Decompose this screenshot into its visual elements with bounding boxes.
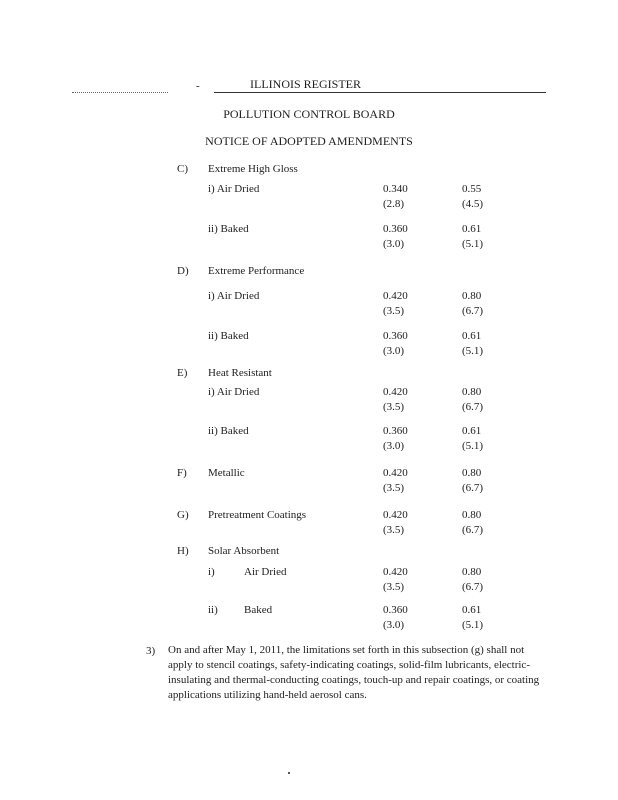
value-metric-1: 0.420 <box>383 386 408 398</box>
section-letter: E) <box>177 367 188 379</box>
section-letter: F) <box>177 467 187 479</box>
paragraph-number: 3) <box>146 645 156 657</box>
value-imperial-1: (3.0) <box>383 440 405 452</box>
value-metric-2: 0.55 <box>462 183 482 195</box>
value-imperial-1: (3.0) <box>383 619 405 631</box>
section-letter: H) <box>177 545 189 557</box>
value-metric-2: 0.80 <box>462 509 482 521</box>
value-metric-1: 0.420 <box>383 566 408 578</box>
section-letter: D) <box>177 265 189 277</box>
value-metric-1: 0.360 <box>383 223 408 235</box>
value-metric-1: 0.420 <box>383 290 408 302</box>
value-metric-1: 0.420 <box>383 467 408 479</box>
value-imperial-2: (6.7) <box>462 581 484 593</box>
value-metric-1: 0.360 <box>383 425 408 437</box>
value-metric-2: 0.61 <box>462 330 482 342</box>
row-label: Air Dried <box>244 566 287 578</box>
value-imperial-1: (3.0) <box>383 238 405 250</box>
value-metric-2: 0.80 <box>462 467 482 479</box>
section-name: Solar Absorbent <box>208 545 280 557</box>
value-metric-2: 0.80 <box>462 566 482 578</box>
section-name: Pretreatment Coatings <box>208 509 307 521</box>
value-metric-1: 0.360 <box>383 330 408 342</box>
header-rule <box>214 92 546 93</box>
board-title: POLLUTION CONTROL BOARD <box>223 107 395 121</box>
value-imperial-2: (6.7) <box>462 524 484 536</box>
value-imperial-1: (2.8) <box>383 198 405 210</box>
value-imperial-1: (3.5) <box>383 581 405 593</box>
value-imperial-1: (3.5) <box>383 305 405 317</box>
paragraph-text: On and after May 1, 2011, the limitations set forth in this subsection (g) shall not apply to stencil coatings, safety-indicating coatings, solid-film lubricants, electric-insulating and thermal-conducting coatings, touch-up and repair coatings, or coating applications utilizing hand-held aerosol cans. <box>168 644 540 701</box>
value-imperial-1: (3.0) <box>383 345 405 357</box>
value-metric-2: 0.61 <box>462 223 482 235</box>
row-label: ii) Baked <box>208 330 249 342</box>
row-label: Baked <box>244 604 273 616</box>
notice-title: NOTICE OF ADOPTED AMENDMENTS <box>205 134 413 148</box>
value-imperial-1: (3.5) <box>383 482 405 494</box>
value-metric-2: 0.61 <box>462 425 482 437</box>
value-imperial-1: (3.5) <box>383 524 405 536</box>
header-rule-dotted <box>72 92 168 93</box>
value-imperial-2: (5.1) <box>462 619 484 631</box>
value-imperial-2: (5.1) <box>462 440 484 452</box>
row-label: i) Air Dried <box>208 183 260 195</box>
value-imperial-2: (6.7) <box>462 482 484 494</box>
section-name: Extreme Performance <box>208 265 305 277</box>
row-number: ii) <box>208 604 218 616</box>
section-name: Metallic <box>208 467 245 479</box>
section-letter: G) <box>177 509 189 521</box>
value-imperial-2: (6.7) <box>462 401 484 413</box>
row-label: ii) Baked <box>208 223 249 235</box>
value-imperial-2: (6.7) <box>462 305 484 317</box>
section-name: Heat Resistant <box>208 367 272 379</box>
value-metric-2: 0.80 <box>462 386 482 398</box>
row-label: i) Air Dried <box>208 290 260 302</box>
row-label: i) Air Dried <box>208 386 260 398</box>
value-imperial-2: (4.5) <box>462 198 484 210</box>
section-name: Extreme High Gloss <box>208 163 298 175</box>
row-number: i) <box>208 566 215 578</box>
header-dash: - <box>196 80 200 92</box>
page-mark <box>288 772 290 774</box>
register-title: ILLINOIS REGISTER <box>250 77 361 91</box>
value-metric-1: 0.360 <box>383 604 408 616</box>
value-imperial-2: (5.1) <box>462 238 484 250</box>
value-metric-1: 0.340 <box>383 183 408 195</box>
section-letter: C) <box>177 163 188 175</box>
value-metric-2: 0.80 <box>462 290 482 302</box>
value-imperial-2: (5.1) <box>462 345 484 357</box>
row-label: ii) Baked <box>208 425 249 437</box>
value-metric-1: 0.420 <box>383 509 408 521</box>
value-imperial-1: (3.5) <box>383 401 405 413</box>
value-metric-2: 0.61 <box>462 604 482 616</box>
